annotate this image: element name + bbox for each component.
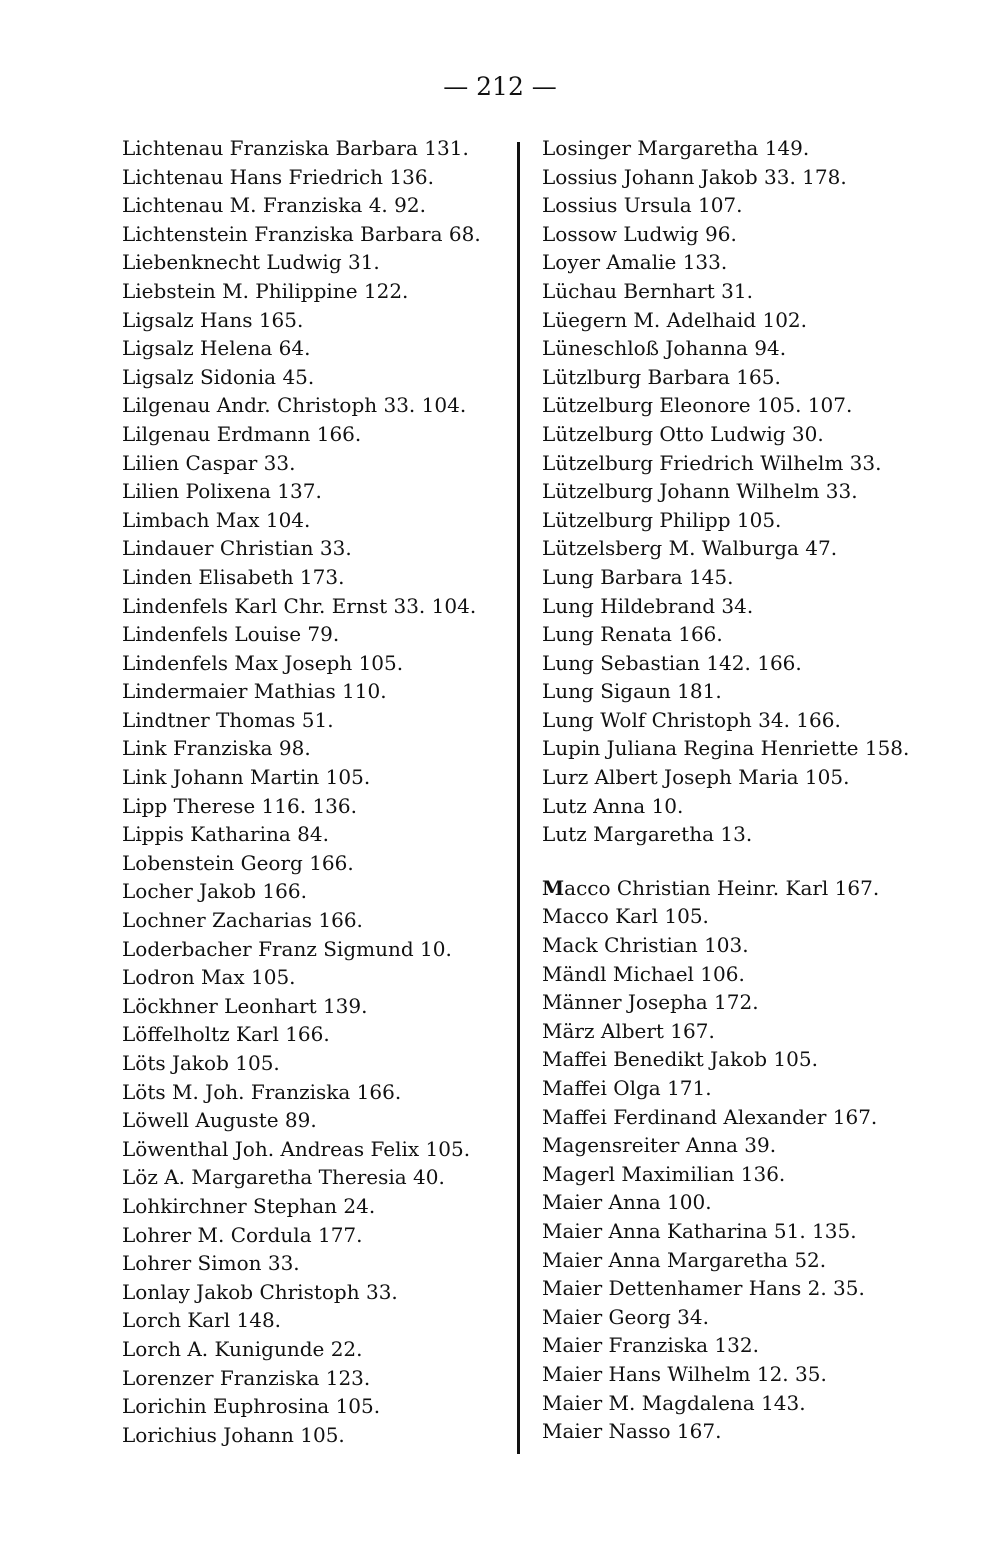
index-entry: Ligsalz Hans 165. <box>122 307 304 332</box>
index-entry: Lichtenau Hans Friedrich 136. <box>122 164 434 189</box>
index-entry: Lung Hildebrand 34. <box>542 593 754 618</box>
index-entry: Maier Nasso 167. <box>542 1419 722 1444</box>
index-entry: Maier Franziska 132. <box>542 1333 759 1358</box>
index-entry: Locher Jakob 166. <box>122 879 307 904</box>
index-entry: Löckhner Leonhart 139. <box>122 993 368 1018</box>
index-entry: Lutz Margaretha 13. <box>542 822 753 847</box>
index-entry: Lorichius Johann 105. <box>122 1422 345 1447</box>
index-entry: Lurz Albert Joseph Maria 105. <box>542 765 850 790</box>
index-column-right <box>542 134 982 1446</box>
index-entry: Lupin Juliana Regina Henriette 158. <box>542 736 910 761</box>
index-entry: Maffei Benedikt Jakob 105. <box>542 1047 818 1072</box>
index-entry: Lobenstein Georg 166. <box>122 850 354 875</box>
index-entry: Lützelburg Friedrich Wilhelm 33. <box>542 450 882 475</box>
index-entry: Lung Barbara 145. <box>542 564 734 589</box>
index-entry: Lutz Anna 10. <box>542 793 684 818</box>
index-entry: Link Franziska 98. <box>122 736 311 761</box>
index-entry: Magerl Maximilian 136. <box>542 1161 786 1186</box>
index-entry: Lilien Polixena 137. <box>122 479 322 504</box>
index-entry: Mack Christian 103. <box>542 933 749 958</box>
index-entry: Lüchau Bernhart 31. <box>542 278 753 303</box>
index-entry: Lindermaier Mathias 110. <box>122 679 387 704</box>
index-entry: Maffei Olga 171. <box>542 1076 712 1100</box>
index-entry: Lohrer M. Cordula 177. <box>122 1222 363 1247</box>
index-entry: Lodron Max 105. <box>122 965 296 990</box>
index-entry: Maier Anna Katharina 51. 135. <box>542 1218 857 1243</box>
index-entry: Maier Anna 100. <box>542 1190 712 1215</box>
index-entry: Lützelburg Johann Wilhelm 33. <box>542 479 858 504</box>
index-entry: Lindtner Thomas 51. <box>122 707 334 732</box>
index-entry: Lützelsberg M. Walburga 47. <box>542 536 838 561</box>
index-entry: Lindenfels Karl Chr. Ernst 33. 104. <box>122 593 477 618</box>
index-entry: Maier Dettenhamer Hans 2. 35. <box>542 1276 865 1301</box>
index-entry: Lorch Karl 148. <box>122 1308 282 1333</box>
index-entry: Lindauer Christian 33. <box>122 536 352 561</box>
index-entry: Lorch A. Kunigunde 22. <box>122 1336 363 1361</box>
index-entry: Lung Sigaun 181. <box>542 679 722 704</box>
index-entry: Link Johann Martin 105. <box>122 765 371 790</box>
index-entry: Maier M. Magdalena 143. <box>542 1390 806 1415</box>
index-entry: März Albert 167. <box>542 1018 715 1043</box>
index-entry: Lonlay Jakob Christoph 33. <box>122 1279 398 1304</box>
index-entry: Lossow Ludwig 96. <box>542 221 737 246</box>
index-entry: Lichtenau M. Franziska 4. 92. <box>122 193 426 218</box>
index-entry: Löffelholtz Karl 166. <box>122 1022 330 1047</box>
index-column-left <box>122 134 512 1449</box>
index-entry: Maier Georg 34. <box>542 1304 709 1329</box>
index-entry: Macco Karl 105. <box>542 904 709 929</box>
index-entry: Lippis Katharina 84. <box>122 822 329 847</box>
index-entry: Lützelburg Philipp 105. <box>542 507 782 532</box>
index-entry: Lichtenau Franziska Barbara 131. <box>122 136 469 160</box>
index-entry: Lorichin Euphrosina 105. <box>122 1394 381 1419</box>
column-divider <box>517 142 520 1454</box>
page-header: — 212 — <box>443 72 557 101</box>
index-entry: Liebenknecht Ludwig 31. <box>122 250 380 275</box>
index-entry: Maier Hans Wilhelm 12. 35. <box>542 1361 827 1386</box>
index-entry: Lützelburg Eleonore 105. 107. <box>542 393 853 418</box>
index-entry: Löts Jakob 105. <box>122 1051 280 1075</box>
index-entry: Lochner Zacharias 166. <box>122 908 363 933</box>
index-entry: Lilgenau Andr. Christoph 33. 104. <box>122 393 467 418</box>
index-entry: Lohkirchner Stephan 24. <box>122 1193 376 1218</box>
index-entry: Lorenzer Franziska 123. <box>122 1365 371 1390</box>
index-entry: Lilien Caspar 33. <box>122 450 296 475</box>
index-entry: Männer Josepha 172. <box>542 990 759 1015</box>
index-entry: Lützlburg Barbara 165. <box>542 364 781 389</box>
index-entry: Löz A. Margaretha Theresia 40. <box>122 1165 445 1190</box>
index-entry: Limbach Max 104. <box>122 507 311 532</box>
index-entry: Lützelburg Otto Ludwig 30. <box>542 421 824 446</box>
index-entry: Lüegern M. Adelhaid 102. <box>542 307 807 332</box>
index-entry: Mändl Michael 106. <box>542 961 745 986</box>
index-entry: Lohrer Simon 33. <box>122 1251 300 1276</box>
index-entry: Ligsalz Sidonia 45. <box>122 364 315 389</box>
index-entry: Magensreiter Anna 39. <box>542 1133 777 1158</box>
index-entry: Löwenthal Joh. Andreas Felix 105. <box>122 1136 471 1161</box>
index-entry: Lüneschloß Johanna 94. <box>542 336 787 361</box>
index-entry: Lung Sebastian 142. 166. <box>542 650 802 675</box>
index-entry: Lindenfels Max Joseph 105. <box>122 650 404 675</box>
index-entry: Maffei Ferdinand Alexander 167. <box>542 1104 878 1129</box>
index-entry: Lichtenstein Franziska Barbara 68. <box>122 221 481 246</box>
index-entry: Liebstein M. Philippine 122. <box>122 278 409 303</box>
index-entry: Macco Christian Heinr. Karl 167. <box>542 875 880 900</box>
index-entry: Lung Renata 166. <box>542 622 723 647</box>
index-entry: Lindenfels Louise 79. <box>122 622 340 647</box>
index-entry: Lilgenau Erdmann 166. <box>122 421 362 446</box>
index-entry: Lossius Johann Jakob 33. 178. <box>542 164 847 189</box>
index-entry: Loyer Amalie 133. <box>542 250 728 275</box>
index-entry: Lipp Therese 116. 136. <box>122 793 357 818</box>
index-entry: Lossius Ursula 107. <box>542 193 743 218</box>
index-entry: Maier Anna Margaretha 52. <box>542 1247 827 1272</box>
index-entry: Löwell Auguste 89. <box>122 1108 317 1133</box>
index-entry: Linden Elisabeth 173. <box>122 564 345 589</box>
index-entry: Löts M. Joh. Franziska 166. <box>122 1079 402 1104</box>
index-entry: Ligsalz Helena 64. <box>122 336 311 361</box>
index-entry: Losinger Margaretha 149. <box>542 136 810 160</box>
index-entry: Lung Wolf Christoph 34. 166. <box>542 707 841 732</box>
index-entry: Loderbacher Franz Sigmund 10. <box>122 936 452 961</box>
